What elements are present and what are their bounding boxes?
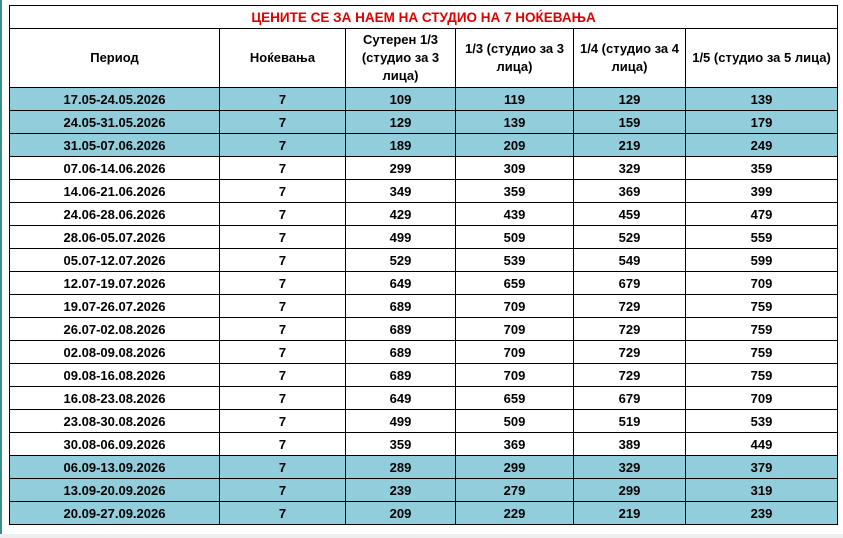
basement-1-3-price: 499 [346,410,456,433]
basement-1-3-price: 109 [346,88,456,111]
studio-1-5-price: 379 [686,456,838,479]
nights-cell: 7 [220,387,346,410]
period-cell: 06.09-13.09.2026 [10,456,220,479]
studio-1-4-price: 529 [574,226,686,249]
studio-1-4-price: 679 [574,272,686,295]
nights-cell: 7 [220,364,346,387]
studio-1-4-price: 329 [574,157,686,180]
period-cell: 26.07-02.08.2026 [10,318,220,341]
nights-cell: 7 [220,318,346,341]
period-cell: 09.08-16.08.2026 [10,364,220,387]
period-cell: 16.08-23.08.2026 [10,387,220,410]
table-row [10,295,838,318]
studio-1-4-price: 389 [574,433,686,456]
nights-cell: 7 [220,410,346,433]
studio-1-5-price: 319 [686,479,838,502]
studio-1-5-price: 759 [686,318,838,341]
basement-1-3-price: 189 [346,134,456,157]
column-header-studio-1-5: 1/5 (студио за 5 лица) [686,29,838,88]
period-cell: 17.05-24.05.2026 [10,88,220,111]
period-cell: 02.08-09.08.2026 [10,341,220,364]
basement-1-3-price: 689 [346,364,456,387]
period-cell: 23.08-30.08.2026 [10,410,220,433]
basement-1-3-price: 209 [346,502,456,525]
studio-1-4-price: 729 [574,364,686,387]
window-edge [0,0,2,538]
studio-1-3-price: 509 [456,410,574,433]
studio-1-3-price: 709 [456,318,574,341]
period-cell: 31.05-07.06.2026 [10,134,220,157]
nights-cell: 7 [220,157,346,180]
basement-1-3-price: 239 [346,479,456,502]
basement-1-3-price: 499 [346,226,456,249]
period-cell: 05.07-12.07.2026 [10,249,220,272]
studio-1-3-price: 659 [456,272,574,295]
studio-1-3-price: 539 [456,249,574,272]
studio-1-3-price: 229 [456,502,574,525]
studio-1-5-price: 179 [686,111,838,134]
studio-1-3-price: 139 [456,111,574,134]
studio-1-5-price: 709 [686,272,838,295]
table-row [10,318,838,341]
table-row [10,341,838,364]
studio-1-4-price: 329 [574,456,686,479]
basement-1-3-price: 649 [346,272,456,295]
studio-1-5-price: 539 [686,410,838,433]
studio-1-3-price: 209 [456,134,574,157]
nights-cell: 7 [220,456,346,479]
studio-1-5-price: 599 [686,249,838,272]
period-cell: 24.06-28.06.2026 [10,203,220,226]
period-cell: 30.08-06.09.2026 [10,433,220,456]
studio-1-5-price: 359 [686,157,838,180]
table-row [10,88,838,111]
table-row [10,272,838,295]
table-row [10,134,838,157]
studio-1-3-price: 309 [456,157,574,180]
basement-1-3-price: 359 [346,433,456,456]
table-row [10,456,838,479]
studio-1-3-price: 659 [456,387,574,410]
studio-1-3-price: 439 [456,203,574,226]
table-row [10,180,838,203]
period-cell: 12.07-19.07.2026 [10,272,220,295]
table-row [10,410,838,433]
column-header-period: Период [10,29,220,88]
studio-1-4-price: 299 [574,479,686,502]
studio-1-4-price: 549 [574,249,686,272]
column-header-studio-1-3: 1/3 (студио за 3 лица) [456,29,574,88]
nights-cell: 7 [220,203,346,226]
studio-1-3-price: 709 [456,341,574,364]
studio-1-4-price: 219 [574,134,686,157]
header-row [10,29,838,88]
studio-1-4-price: 679 [574,387,686,410]
column-header-basement-1-3: Сутерен 1/3 (студио за 3 лица) [346,29,456,88]
basement-1-3-price: 299 [346,157,456,180]
studio-1-5-price: 399 [686,180,838,203]
basement-1-3-price: 689 [346,295,456,318]
table-row [10,364,838,387]
table-title: ЦЕНИТЕ СЕ ЗА НАЕМ НА СТУДИО НА 7 НОЌЕВАЊА [10,6,838,29]
column-header-studio-1-4: 1/4 (студио за 4 лица) [574,29,686,88]
nights-cell: 7 [220,272,346,295]
nights-cell: 7 [220,226,346,249]
period-cell: 20.09-27.09.2026 [10,502,220,525]
basement-1-3-price: 529 [346,249,456,272]
studio-1-3-price: 119 [456,88,574,111]
nights-cell: 7 [220,433,346,456]
nights-cell: 7 [220,134,346,157]
basement-1-3-price: 689 [346,318,456,341]
studio-1-3-price: 359 [456,180,574,203]
table-row [10,226,838,249]
studio-1-5-price: 139 [686,88,838,111]
studio-1-4-price: 159 [574,111,686,134]
studio-1-5-price: 759 [686,364,838,387]
studio-1-3-price: 299 [456,456,574,479]
basement-1-3-price: 349 [346,180,456,203]
table-row [10,433,838,456]
basement-1-3-price: 289 [346,456,456,479]
nights-cell: 7 [220,479,346,502]
column-header-nights: Ноќевања [220,29,346,88]
period-cell: 14.06-21.06.2026 [10,180,220,203]
studio-1-3-price: 509 [456,226,574,249]
table-row [10,479,838,502]
table-row [10,249,838,272]
studio-1-4-price: 459 [574,203,686,226]
studio-1-5-price: 709 [686,387,838,410]
basement-1-3-price: 129 [346,111,456,134]
studio-1-4-price: 729 [574,341,686,364]
period-cell: 07.06-14.06.2026 [10,157,220,180]
basement-1-3-price: 689 [346,341,456,364]
studio-1-3-price: 369 [456,433,574,456]
studio-1-4-price: 219 [574,502,686,525]
studio-1-5-price: 759 [686,295,838,318]
studio-1-5-price: 449 [686,433,838,456]
studio-1-4-price: 369 [574,180,686,203]
nights-cell: 7 [220,180,346,203]
studio-1-5-price: 239 [686,502,838,525]
studio-1-3-price: 709 [456,364,574,387]
nights-cell: 7 [220,502,346,525]
period-cell: 19.07-26.07.2026 [10,295,220,318]
studio-1-4-price: 129 [574,88,686,111]
price-table [9,5,838,525]
basement-1-3-price: 649 [346,387,456,410]
studio-1-5-price: 249 [686,134,838,157]
studio-1-5-price: 479 [686,203,838,226]
table-row [10,203,838,226]
studio-1-3-price: 279 [456,479,574,502]
period-cell: 13.09-20.09.2026 [10,479,220,502]
basement-1-3-price: 429 [346,203,456,226]
nights-cell: 7 [220,88,346,111]
nights-cell: 7 [220,295,346,318]
period-cell: 28.06-05.07.2026 [10,226,220,249]
studio-1-4-price: 729 [574,318,686,341]
studio-1-4-price: 729 [574,295,686,318]
table-row [10,387,838,410]
nights-cell: 7 [220,249,346,272]
nights-cell: 7 [220,111,346,134]
table-row [10,111,838,134]
period-cell: 24.05-31.05.2026 [10,111,220,134]
studio-1-5-price: 759 [686,341,838,364]
studio-1-5-price: 559 [686,226,838,249]
table-row [10,157,838,180]
studio-1-4-price: 519 [574,410,686,433]
bottom-edge [0,534,843,538]
table-row [10,502,838,525]
nights-cell: 7 [220,341,346,364]
studio-1-3-price: 709 [456,295,574,318]
